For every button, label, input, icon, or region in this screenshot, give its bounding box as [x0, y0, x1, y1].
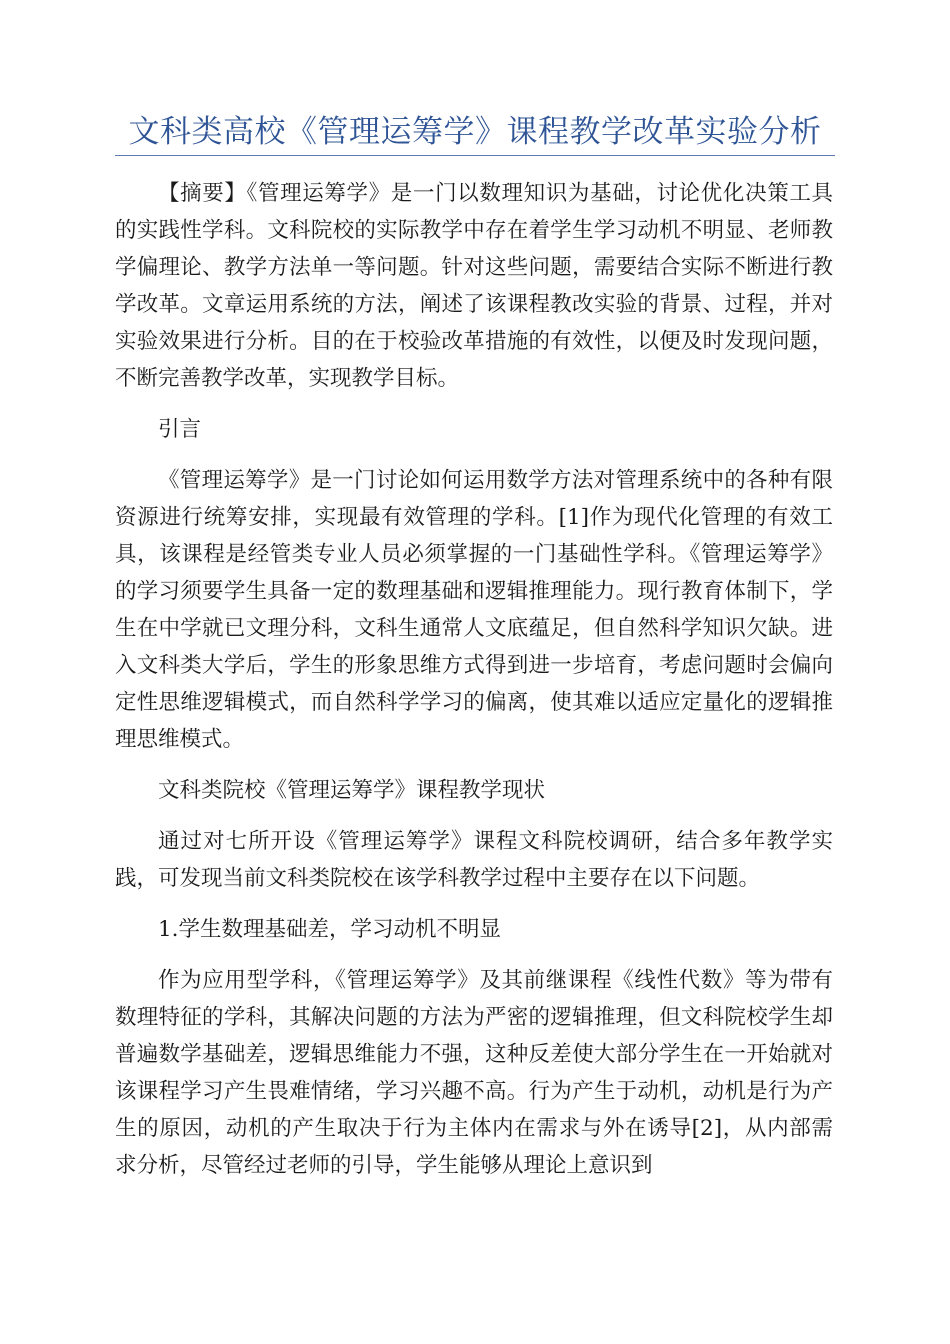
document-body — [115, 175, 833, 1198]
body-paragraph: 通过对七所开设《管理运筹学》课程文科院校调研，结合多年教学实践，可发现当前文科类院校在该学科教学过程中主要存在以下问题。 — [115, 829, 833, 891]
title-underline — [115, 155, 835, 156]
document-title: 文科类高校《管理运筹学》课程教学改革实验分析 — [128, 114, 822, 150]
body-paragraph: 《管理运筹学》是一门讨论如何运用数学方法对管理系统中的各种有限资源进行统筹安排，实现最有效管理的学科。[1]作为现代化管理的有效工具，该课程是经管类专业人员必须掌握的一门基础性学科。《管理运筹学》的学习须要学生具备一定的数理基础和逻辑推理能力。现行教育体制下，学生在中学就已文理分科，文科生通常人文底蕴足，但自然科学知识欠缺。进入文科类大学后，学生的形象思维方式得到进一步培育，考虑问题时会偏向定性思维逻辑模式，而自然科学学习的偏离，使其难以适应定量化的逻辑推理思维模式。 — [115, 468, 833, 752]
body-paragraph: 作为应用型学科，《管理运筹学》及其前继课程《线性代数》等为带有数理特征的学科，其解决问题的方法为严密的逻辑推理，但文科院校学生却普遍数学基础差，逻辑思维能力不强，这种反差使大部分学生在一开始就对该课程学习产生畏难情绪，学习兴趣不高。行为产生于动机，动机是行为产生的原因，动机的产生取决于行为主体内在需求与外在诱导[2]，从内部需求分析，尽管经过老师的引导，学生能够从理论上意识到 — [115, 968, 833, 1178]
subsection-heading: 1.学生数理基础差，学习动机不明显 — [158, 917, 502, 942]
section-heading-introduction: 引言 — [158, 417, 202, 442]
abstract-paragraph: 【摘要】《管理运筹学》是一门以数理知识为基础，讨论优化决策工具的实践性学科。文科院校的实际教学中存在着学生学习动机不明显、老师教学偏理论、教学方法单一等问题。针对这些问题，需要结合实际不断进行教学改革。文章运用系统的方法，阐述了该课程教改实验的背景、过程，并对实验效果进行分析。目的在于校验改革措施的有效性，以便及时发现问题，不断完善教学改革，实现教学目标。 — [115, 181, 833, 391]
section-heading-status: 文科类院校《管理运筹学》课程教学现状 — [158, 778, 546, 803]
